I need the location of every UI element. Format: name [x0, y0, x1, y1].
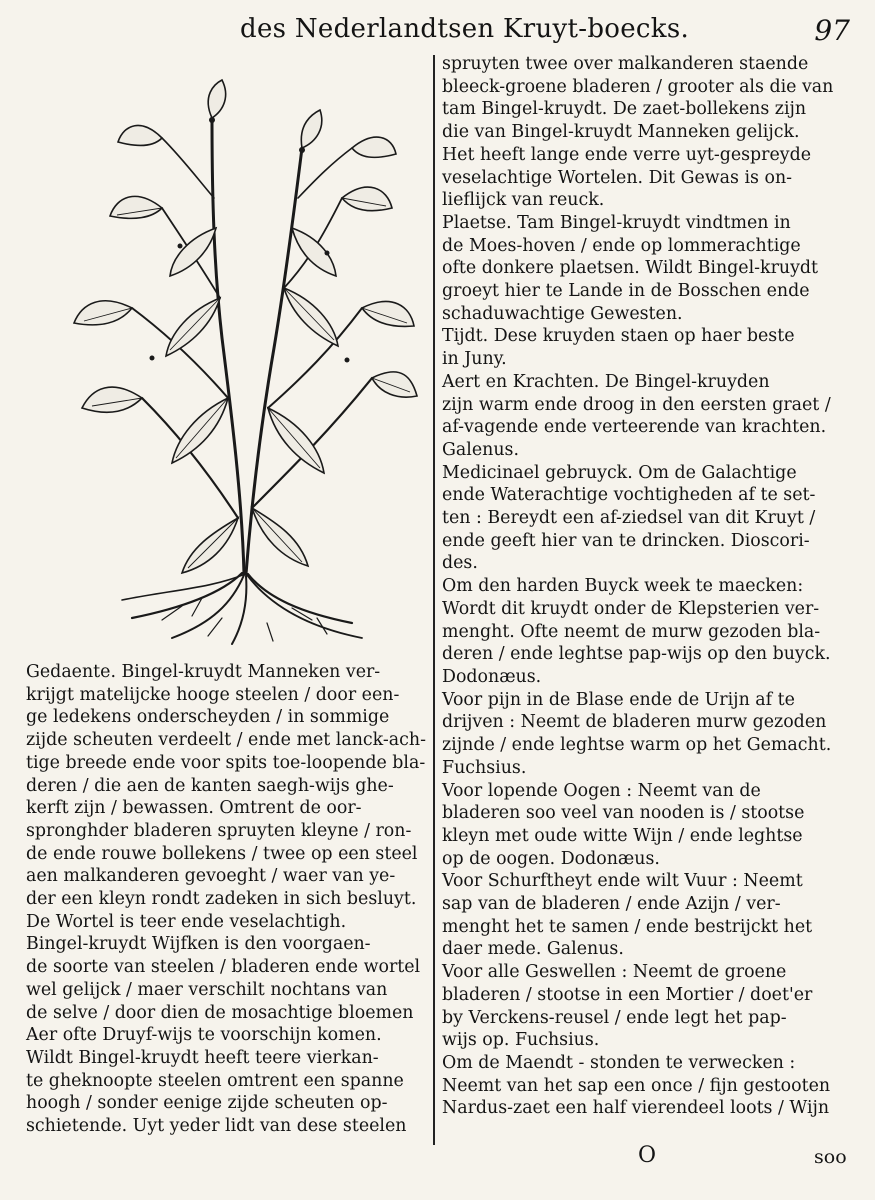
text-line: af-vagende ende verteerende van krachten.: [442, 417, 827, 438]
text-line: Voor lopende Oogen : Neemt van de: [442, 780, 761, 801]
text-line: Medicinael gebruyck. Om de Galachtige: [442, 462, 797, 483]
text-line: Bingel-kruydt Wijfken is den voorgaen-: [26, 934, 371, 955]
text-line: de soorte van steelen / bladeren ende wortel: [26, 957, 421, 978]
text-line: Gedaente. Bingel-kruydt Manneken ver-: [26, 662, 381, 682]
text-line: de selve / door dien de mosachtige bloemen: [26, 1002, 414, 1023]
text-line: de Moes-hoven / ende op lommerachtige: [442, 235, 801, 256]
right-text-column: [442, 53, 847, 1120]
text-line: spronghder bladeren spruyten kleyne / ron-: [26, 820, 412, 841]
text-line: zijde scheuten verdeelt / ende met lanck-ach-: [26, 730, 426, 751]
text-line: der een kleyn rondt zadeken in sich besluyt.: [26, 889, 417, 910]
text-line: Dodonæus.: [442, 666, 542, 687]
text-line: Om den harden Buyck week te maecken:: [442, 576, 804, 597]
text-line: deren / die aen de kanten saegh-wijs ghe-: [26, 775, 394, 796]
text-line: ge ledekens onderscheyden / in sommige: [26, 707, 390, 728]
text-line: Nardus-zaet een half vierendeel loots / Wijn: [442, 1098, 830, 1119]
text-line: Om de Maendt - stonden te verwecken :: [442, 1052, 796, 1073]
text-line: ende Waterachtige vochtigheden af te set-: [442, 485, 816, 506]
text-line: tam Bingel-kruydt. De zaet-bollekens zijn: [442, 99, 807, 120]
text-line: Voor pijn in de Blase ende de Urijn af te: [442, 689, 795, 710]
text-line: hoogh / sonder eenige zijde scheuten op-: [26, 1093, 388, 1114]
text-line: sap van de bladeren / ende Azijn / ver-: [442, 894, 781, 915]
text-line: Aert en Krachten. De Bingel-kruyden: [442, 371, 770, 392]
text-line: bleeck-groene bladeren / grooter als die van: [442, 76, 834, 97]
text-line: ten : Bereydt een af-ziedsel van dit Kruyt /: [442, 508, 816, 529]
text-line: kerft zijn / bewassen. Omtrent de oor-: [26, 798, 362, 819]
text-line: Wordt dit kruydt onder de Klepsterien ver-: [442, 598, 820, 619]
text-line: die van Bingel-kruydt Manneken gelijck.: [442, 122, 800, 143]
text-line: Voor Schurftheyt ende wilt Vuur : Neemt: [442, 871, 803, 892]
text-line: spruyten twee over malkanderen staende: [442, 54, 809, 74]
text-line: te gheknoopte steelen omtrent een spanne: [26, 1070, 404, 1091]
text-line: Tijdt. Dese kruyden staen op haer beste: [442, 326, 795, 347]
text-line: veselachtige Wortelen. Dit Gewas is on-: [442, 167, 793, 188]
running-title: des Nederlandtsen Kruyt-boecks.: [240, 14, 690, 44]
text-line: ofte donkere plaetsen. Wildt Bingel-kruydt: [442, 258, 819, 279]
text-line: De Wortel is teer ende veselachtigh.: [26, 911, 347, 932]
text-line: Voor alle Geswellen : Neemt de groene: [442, 962, 787, 983]
text-line: lieflijck van reuck.: [442, 190, 605, 211]
text-line: op de oogen. Dodonæus.: [442, 848, 660, 869]
text-line: Het heeft lange ende verre uyt-gespreyde: [442, 144, 812, 165]
text-line: Galenus.: [442, 439, 519, 460]
text-line: Fuchsius.: [442, 757, 527, 778]
catchword: soo: [814, 1146, 847, 1168]
text-line: aen malkanderen gevoeght / waer van ye-: [26, 866, 396, 887]
text-line: Wildt Bingel-kruydt heeft teere vierkan-: [26, 1047, 379, 1068]
text-line: bladeren / stootse in een Mortier / doet'er: [442, 984, 813, 1005]
left-text-column: [26, 661, 431, 1138]
text-line: wijs op. Fuchsius.: [442, 1030, 600, 1051]
page-header: [240, 14, 850, 54]
text-line: tige breede ende voor spits toe-loopende bla-: [26, 752, 426, 773]
text-line: Neemt van het sap een once / fijn gestooten: [442, 1075, 831, 1096]
text-line: zijnde / ende leghtse warm op het Gemacht.: [442, 735, 832, 756]
text-line: by Verckens-reusel / ende legt het pap-: [442, 1007, 787, 1028]
text-line: groeyt hier te Lande in de Bosschen ende: [442, 281, 810, 302]
text-line: kleyn met oude witte Wijn / ende leghtse: [442, 825, 803, 846]
text-line: ende geeft hier van te drincken. Dioscori-: [442, 530, 810, 551]
text-line: Plaetse. Tam Bingel-kruydt vindtmen in: [442, 212, 791, 233]
text-line: in Juny.: [442, 349, 507, 370]
page-number: 97: [814, 14, 850, 47]
text-line: schietende. Uyt yeder lidt van dese steelen: [26, 1116, 407, 1137]
text-line: schaduwachtige Gewesten.: [442, 303, 683, 324]
column-divider: [433, 55, 435, 1145]
text-line: bladeren soo veel van nooden is / stootse: [442, 803, 805, 824]
text-line: krijgt matelijcke hooge steelen / door een-: [26, 684, 400, 705]
text-line: menght. Ofte neemt de murw gezoden bla-: [442, 621, 821, 642]
text-line: Aer ofte Druyf-wijs te voorschijn komen.: [26, 1025, 382, 1046]
text-line: de ende rouwe bollekens / twee op een steel: [26, 843, 418, 864]
text-line: wel gelijck / maer verschilt nochtans van: [26, 979, 388, 1000]
text-line: des.: [442, 553, 478, 574]
text-line: zijn warm ende droog in den eersten graet /: [442, 394, 831, 415]
herb-plant-woodcut-icon: [62, 78, 422, 648]
text-line: drijven : Neemt de bladeren murw gezoden: [442, 712, 827, 733]
text-line: deren / ende leghtse pap-wijs op den buyck.: [442, 644, 831, 665]
text-line: daer mede. Galenus.: [442, 939, 624, 960]
text-line: menght het te samen / ende bestrijckt het: [442, 916, 813, 937]
signature-mark: O: [638, 1143, 657, 1168]
